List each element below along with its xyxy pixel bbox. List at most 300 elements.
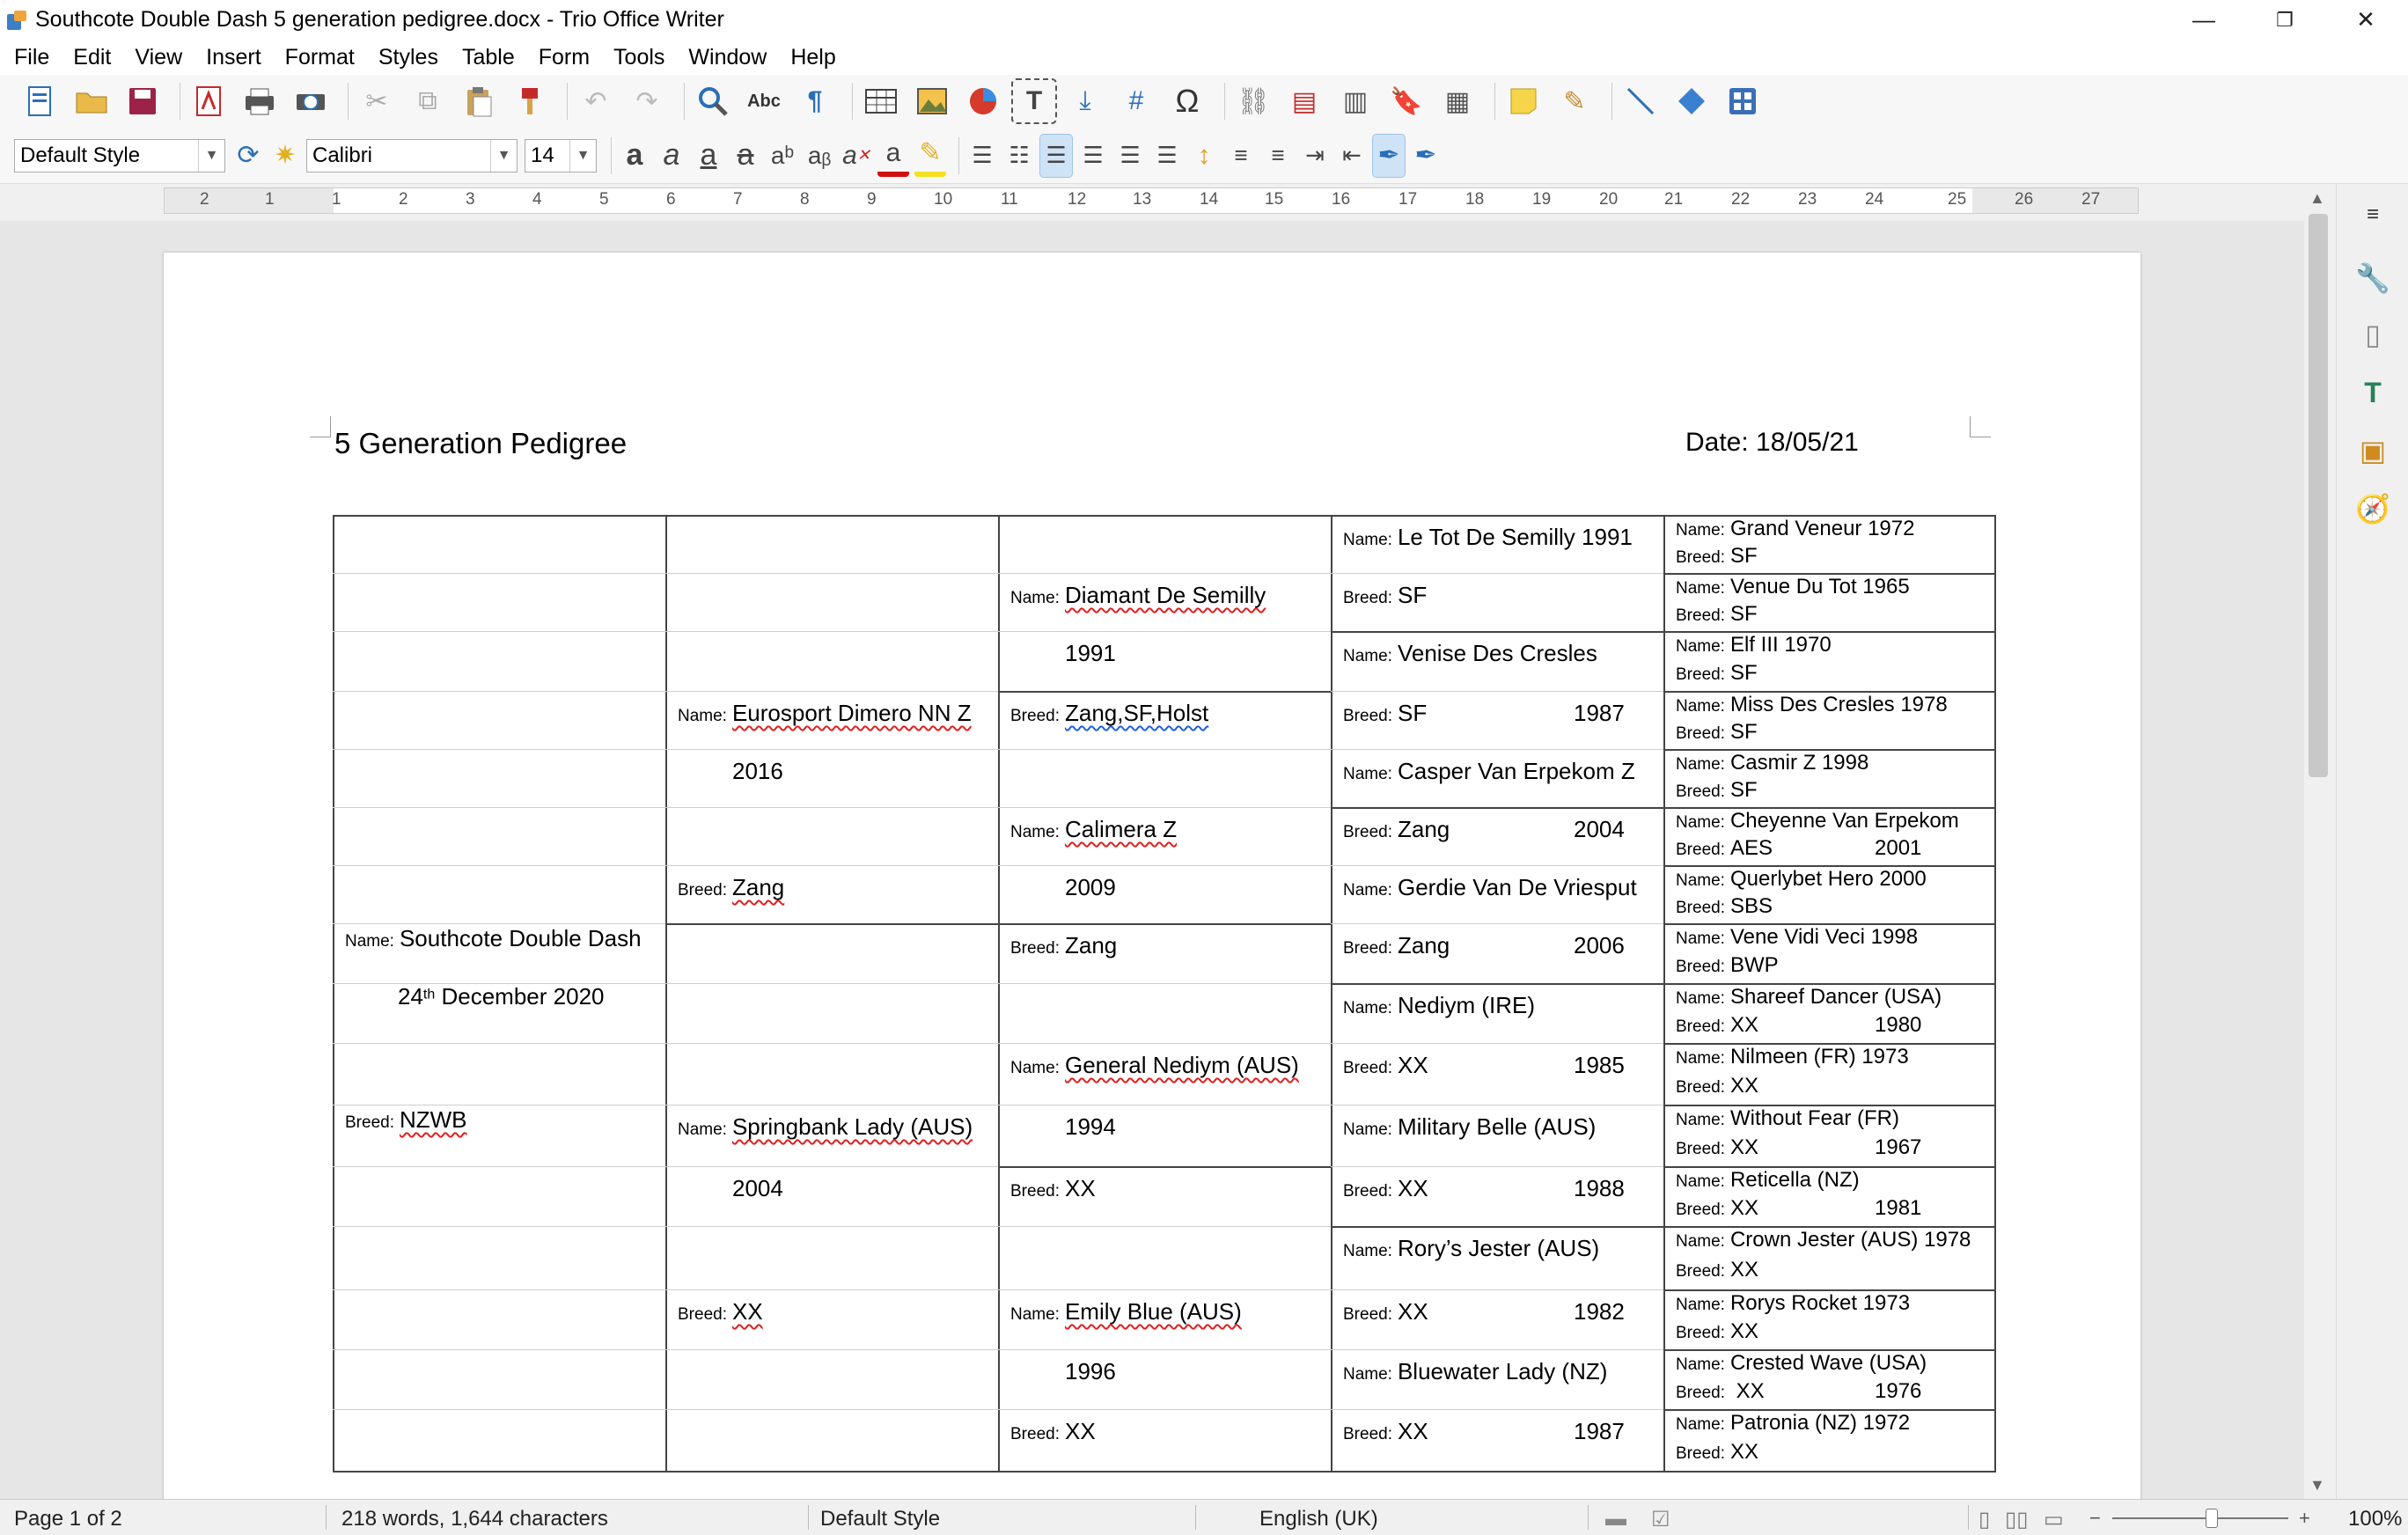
basic-shapes-icon[interactable] (1670, 80, 1713, 122)
menu-insert[interactable]: Insert (206, 44, 261, 70)
edit-style-icon[interactable]: ✒ (1414, 141, 1437, 170)
horse-breed: XX (1729, 1319, 1758, 1343)
table-column-border (665, 515, 667, 1473)
single-page-view-icon[interactable]: ▯ (1979, 1508, 1991, 1531)
grandparent-year[interactable] (1065, 640, 1116, 667)
properties-wrench-icon[interactable]: 🔧 (2355, 262, 2390, 294)
ruler-label: 16 (1332, 190, 1351, 209)
page-icon[interactable]: ▯ (2365, 319, 2381, 350)
ancestor-name[interactable] (1676, 517, 1914, 541)
horse-breed: Zang (1397, 816, 1450, 842)
find-replace-icon[interactable] (692, 80, 734, 122)
great-grandparent-breed[interactable] (1343, 1298, 1428, 1326)
clone-formatting-icon[interactable] (509, 80, 551, 122)
table-column-border (333, 515, 334, 1473)
great-grandparent-breed[interactable] (1343, 1175, 1428, 1202)
table-row-border (1331, 983, 1663, 985)
horse-breed: XX (1729, 1196, 1758, 1220)
sire-dam-breed[interactable] (678, 874, 784, 901)
table-row-border (665, 1409, 998, 1410)
cut-icon[interactable]: ✂ (365, 86, 388, 116)
subject-name[interactable] (345, 925, 642, 952)
great-grandparent-year[interactable] (1574, 816, 1625, 843)
horse-name: Nediym (IRE) (1397, 992, 1535, 1018)
table-row-border (665, 1349, 998, 1350)
ancestor-breed[interactable] (1676, 1135, 1758, 1160)
name-label: Name: (1343, 1120, 1392, 1139)
menu-form[interactable]: Form (538, 44, 591, 70)
table-column-border (998, 515, 1000, 1473)
horse-year: 1996 (1065, 1358, 1116, 1384)
great-grandparent-name[interactable] (1343, 992, 1535, 1019)
chevron-down-icon: ▼ (569, 140, 596, 172)
breed-label: Breed: (1676, 1078, 1725, 1097)
sire-dam-year[interactable] (732, 1175, 783, 1202)
word-count[interactable]: 218 words, 1,644 characters (341, 1507, 608, 1531)
insert-field-icon[interactable]: # (1128, 86, 1144, 115)
gallery-icon[interactable]: ▣ (2359, 435, 2387, 466)
great-grandparent-year[interactable] (1574, 1052, 1625, 1079)
update-style-icon[interactable]: ⟳ (237, 141, 260, 170)
subject-breed-value: NZWB (399, 1106, 467, 1133)
great-grandparent-year[interactable] (1574, 700, 1625, 727)
ancestor-breed[interactable] (1676, 661, 1758, 686)
ancestor-name[interactable] (1676, 1228, 1971, 1252)
name-label: Name: (1343, 1242, 1392, 1260)
subject-dob[interactable] (398, 983, 605, 1010)
paragraph-style-value: Default Style (20, 143, 141, 167)
ancestor-breed[interactable] (1676, 953, 1779, 978)
table-row-border (665, 1289, 998, 1290)
menu-table[interactable]: Table (461, 44, 515, 70)
ruler-label: 1 (332, 190, 341, 209)
paste-icon[interactable] (458, 80, 500, 122)
print-icon[interactable] (239, 80, 281, 122)
menu-window[interactable]: Window (688, 44, 767, 70)
great-grandparent-name[interactable] (1343, 1113, 1596, 1141)
align-left-icon[interactable]: ☰ (1040, 135, 1072, 177)
copy-icon[interactable]: ⧉ (418, 86, 437, 115)
insert-image-icon[interactable] (911, 80, 953, 122)
undo-icon[interactable]: ↶ (584, 86, 607, 116)
minimize-button[interactable]: — (2192, 6, 2215, 33)
ruler-label: 18 (1465, 190, 1485, 209)
document-modified-icon[interactable]: ☑ (1651, 1508, 1670, 1531)
ancestor-breed[interactable] (1676, 1440, 1758, 1465)
great-grandparent-name[interactable] (1343, 524, 1633, 551)
great-grandparent-name[interactable] (1343, 640, 1597, 667)
horse-breed: Zang (1064, 932, 1118, 958)
spelling-icon[interactable]: Abc (747, 91, 781, 111)
decrease-indent-icon[interactable]: ⇤ (1342, 142, 1362, 168)
ancestor-name[interactable] (1676, 809, 1959, 834)
table-row-border (665, 1043, 998, 1044)
scroll-thumb[interactable] (2309, 214, 2328, 777)
great-grandparent-breed[interactable] (1343, 1052, 1428, 1079)
horse-year: 1985 (1574, 1052, 1625, 1078)
insert-hyperlink-icon[interactable]: ⛓ (1236, 86, 1271, 116)
ancestor-breed[interactable] (1676, 720, 1758, 745)
horse-breed: SF (1397, 700, 1428, 726)
ancestor-year[interactable] (1875, 1379, 1921, 1404)
ruler-label: 6 (666, 190, 676, 209)
ancestor-breed[interactable] (1676, 602, 1758, 627)
horse-breed: XX (1729, 1013, 1758, 1037)
ancestor-year[interactable] (1875, 1013, 1921, 1038)
menu-edit[interactable]: Edit (73, 44, 112, 70)
decrease-paragraph-spacing-icon[interactable]: ≡ (1271, 142, 1285, 168)
line-spacing-icon[interactable]: ↕ (1197, 140, 1211, 170)
breed-label: Breed: (1676, 548, 1725, 567)
horse-name: Reticella (NZ) (1729, 1168, 1860, 1192)
font-name-combo[interactable] (306, 139, 518, 173)
great-grandparent-breed[interactable] (1343, 1418, 1428, 1445)
ancestor-year[interactable] (1875, 836, 1921, 861)
table-row-border (1331, 691, 1663, 692)
great-grandparent-year[interactable] (1574, 1298, 1625, 1326)
sire-dam-name[interactable] (678, 1113, 973, 1141)
grandparent-name[interactable] (1010, 1298, 1242, 1326)
table-row-border (1331, 749, 1663, 750)
table-row-border (998, 1349, 1331, 1350)
breed-label: Breed: (1676, 1384, 1725, 1402)
horse-name: Rory’s Jester (AUS) (1397, 1235, 1600, 1261)
horse-year: 2006 (1574, 932, 1625, 958)
table-row-border (333, 1471, 1996, 1473)
table-row-border (998, 573, 1331, 574)
ruler-label: 13 (1133, 190, 1152, 209)
sire-dam-year[interactable] (732, 758, 783, 785)
horse-year: 2004 (1574, 816, 1625, 842)
insert-cross-reference-icon[interactable]: ▦ (1444, 86, 1471, 116)
grandparent-name[interactable] (1010, 582, 1266, 609)
increase-indent-icon[interactable]: ⇥ (1305, 142, 1325, 168)
margin-corner (310, 416, 331, 437)
chevron-down-icon: ▼ (198, 140, 224, 172)
menu-help[interactable]: Help (790, 44, 836, 70)
ancestor-breed[interactable] (1676, 1196, 1758, 1221)
track-changes-icon[interactable]: ✎ (1563, 86, 1586, 116)
name-label: Name: (1676, 521, 1725, 540)
ancestor-name[interactable] (1676, 985, 1942, 1010)
ancestor-name[interactable] (1676, 1106, 1899, 1131)
horse-breed: SF (1729, 544, 1758, 568)
ancestor-breed[interactable] (1676, 1258, 1758, 1282)
name-label: Name: (1010, 589, 1060, 607)
breed-label: Breed: (1343, 823, 1392, 841)
chevron-down-icon: ▼ (490, 140, 517, 172)
horse-breed: XX (1397, 1298, 1428, 1325)
breed-label: Breed: (1010, 1182, 1060, 1201)
horse-name: Le Tot De Semilly 1991 (1397, 524, 1633, 550)
table-row-border (665, 865, 998, 866)
document-page[interactable] (164, 253, 2140, 1499)
menu-tools[interactable]: Tools (613, 44, 665, 70)
highlight-color-icon[interactable]: ✎ (914, 135, 946, 177)
ancestor-breed[interactable] (1676, 1074, 1758, 1098)
horse-name: Rorys Rocket 1973 (1729, 1291, 1911, 1315)
grandparent-breed[interactable] (1010, 932, 1117, 959)
insert-mode-icon[interactable]: ▬ (1605, 1507, 1626, 1531)
horse-breed: XX (731, 1298, 763, 1325)
page-count[interactable]: Page 1 of 2 (14, 1507, 122, 1531)
maximize-button[interactable]: ❐ (2276, 8, 2294, 31)
horse-name: Nilmeen (FR) 1973 (1729, 1045, 1909, 1069)
horse-name: Querlybet Hero 2000 (1729, 867, 1927, 891)
great-grandparent-name[interactable] (1343, 1235, 1599, 1262)
zoom-in-icon[interactable]: + (2299, 1507, 2310, 1529)
name-label: Name: (1676, 579, 1725, 598)
horse-breed: Zang (731, 874, 785, 900)
horse-year: 1991 (1065, 640, 1116, 666)
great-grandparent-breed[interactable] (1343, 932, 1450, 959)
grandparent-name[interactable] (1010, 816, 1177, 843)
horse-breed: Zang (1397, 932, 1450, 958)
clear-formatting-icon[interactable]: a ✕ (842, 140, 870, 170)
ruler-label: 2 (200, 190, 209, 209)
table-column-border (1663, 515, 1665, 1473)
table-row-border (333, 1289, 665, 1290)
scroll-up-icon[interactable]: ▲ (2309, 189, 2325, 207)
paragraph-style-combo[interactable] (14, 139, 225, 173)
book-view-icon[interactable]: ▭ (2044, 1508, 2064, 1531)
vertical-scrollbar[interactable] (2304, 184, 2336, 1499)
navigator-icon[interactable]: 🧭 (2355, 493, 2390, 525)
ancestor-breed[interactable] (1676, 836, 1773, 861)
menu-file[interactable]: File (14, 44, 50, 70)
breed-label: Breed: (1676, 958, 1725, 976)
grandparent-year[interactable] (1065, 874, 1116, 901)
ancestor-breed[interactable] (1676, 544, 1758, 569)
name-label: Name: (1676, 871, 1725, 890)
redo-icon[interactable]: ↷ (635, 86, 658, 116)
name-label: Name: (1010, 1059, 1060, 1077)
align-right-icon[interactable]: ☰ (1120, 142, 1141, 168)
open-folder-icon[interactable] (70, 80, 113, 122)
bold-icon[interactable]: a (626, 138, 643, 172)
grandparent-year[interactable] (1065, 1113, 1116, 1141)
ancestor-name[interactable] (1676, 1291, 1910, 1316)
menu-styles[interactable]: Styles (378, 44, 438, 70)
grandparent-year[interactable] (1065, 1358, 1116, 1385)
ruler-label: 8 (800, 190, 810, 209)
zoom-level[interactable]: 100% (2348, 1507, 2403, 1531)
multi-page-view-icon[interactable]: ▯▯ (2005, 1508, 2029, 1531)
insert-text-box-icon[interactable]: T (1013, 80, 1055, 122)
ruler-label: 19 (1532, 190, 1552, 209)
breed-label: Breed: (1343, 589, 1392, 607)
zoom-slider[interactable] (2112, 1517, 2288, 1519)
new-document-icon[interactable] (19, 80, 62, 122)
ancestor-breed[interactable] (1676, 1319, 1758, 1344)
grandparent-breed[interactable] (1010, 1418, 1096, 1445)
subject-breed[interactable] (345, 1106, 467, 1134)
table-row-border (665, 691, 998, 692)
horse-name: Diamant De Semilly (1064, 582, 1266, 608)
insert-table-icon[interactable] (860, 80, 902, 122)
draw-functions-icon[interactable] (1722, 80, 1764, 122)
set-paragraph-style-icon[interactable]: ✒ (1373, 135, 1405, 177)
zoom-slider-handle[interactable] (2206, 1509, 2218, 1528)
horse-name: Springbank Lady (AUS) (731, 1113, 973, 1140)
horse-breed: XX (1397, 1418, 1428, 1444)
horse-year: 1988 (1574, 1175, 1625, 1201)
font-color-icon[interactable]: a (877, 135, 909, 177)
text-language[interactable]: English (UK) (1259, 1507, 1378, 1531)
font-size-combo[interactable] (525, 139, 597, 173)
horse-name: Military Belle (AUS) (1397, 1113, 1597, 1140)
insert-line-icon[interactable] (1619, 80, 1662, 122)
table-row-border (665, 807, 998, 808)
table-row-border (1331, 573, 1663, 574)
ruler-label: 27 (2081, 190, 2101, 209)
document-heading[interactable]: 5 Generation Pedigree (334, 427, 628, 459)
dob-suffix: th (422, 987, 436, 1003)
horse-breed: XX (1397, 1175, 1428, 1201)
insert-footnote-icon[interactable]: ▤ (1291, 86, 1318, 116)
page-style[interactable]: Default Style (820, 1507, 941, 1531)
ruler-label: 20 (1599, 190, 1619, 209)
grandparent-breed[interactable] (1010, 700, 1208, 727)
pedigree-table[interactable] (333, 515, 1994, 1474)
insert-special-character-icon[interactable]: Ω (1175, 83, 1200, 119)
great-grandparent-breed[interactable] (1343, 700, 1427, 727)
horse-name: Emily Blue (AUS) (1064, 1298, 1242, 1325)
table-row-border (998, 631, 1331, 632)
horizontal-ruler[interactable] (164, 187, 2139, 214)
insert-bookmark-icon[interactable]: 🔖 (1390, 86, 1423, 116)
great-grandparent-breed[interactable] (1343, 816, 1450, 843)
formatting-marks-icon[interactable]: ¶ (807, 86, 823, 115)
ruler-label: 14 (1200, 190, 1219, 209)
superscript-icon[interactable]: aᵇ (770, 141, 795, 169)
breed-label: Breed: (1343, 1425, 1392, 1443)
sire-dam-name[interactable] (678, 700, 972, 727)
justify-icon[interactable]: ☰ (1156, 142, 1178, 168)
table-row-border (998, 1409, 1331, 1410)
menu-format[interactable]: Format (284, 44, 355, 70)
scroll-down-icon[interactable]: ▼ (2309, 1476, 2325, 1494)
increase-paragraph-spacing-icon[interactable]: ≡ (1234, 142, 1248, 168)
ancestor-year[interactable] (1875, 1196, 1921, 1221)
zoom-out-icon[interactable]: − (2089, 1507, 2101, 1529)
name-label: Name: (1343, 765, 1392, 783)
dob-day: 24 (398, 983, 423, 1010)
name-label: Name: (1343, 1365, 1392, 1384)
great-grandparent-name[interactable] (1343, 874, 1637, 901)
grandparent-name[interactable] (1010, 1052, 1299, 1079)
grandparent-breed[interactable] (1010, 1175, 1096, 1202)
sidebar-menu-icon[interactable]: ≡ (2366, 202, 2379, 226)
great-grandparent-breed[interactable] (1343, 582, 1427, 609)
great-grandparent-year[interactable] (1574, 1175, 1625, 1202)
great-grandparent-name[interactable] (1343, 1358, 1607, 1385)
great-grandparent-year[interactable] (1574, 1418, 1625, 1445)
ancestor-name[interactable] (1676, 693, 1948, 717)
underline-icon[interactable]: a (700, 138, 717, 172)
table-row-border (665, 1166, 998, 1167)
insert-chart-icon[interactable] (962, 80, 1004, 122)
sire-dam-breed[interactable] (678, 1298, 763, 1326)
ancestor-name[interactable] (1676, 1351, 1927, 1376)
horse-name: Venue Du Tot 1965 (1729, 575, 1910, 599)
breed-label: Breed: (1676, 1324, 1725, 1342)
horse-breed: SF (1729, 720, 1758, 744)
ancestor-breed[interactable] (1676, 1013, 1758, 1038)
title-bar (0, 0, 2408, 40)
horse-breed: XX (1729, 1258, 1758, 1282)
horse-name: Miss Des Cresles 1978 (1729, 693, 1948, 716)
save-icon[interactable] (121, 80, 164, 122)
insert-comment-icon[interactable] (1502, 80, 1545, 122)
ancestor-name[interactable] (1676, 751, 1868, 775)
numbered-list-icon[interactable]: ☷ (1009, 142, 1030, 168)
horse-name: Crown Jester (AUS) 1978 (1729, 1228, 1971, 1252)
breed-label: Breed: (1676, 1140, 1725, 1158)
ancestor-name[interactable] (1676, 1411, 1910, 1436)
ruler-tab-selector[interactable] (0, 184, 53, 221)
close-button[interactable]: ✕ (2356, 6, 2375, 33)
export-pdf-icon[interactable] (187, 80, 230, 122)
align-center-icon[interactable]: ☰ (1083, 142, 1104, 168)
table-row-border (1331, 1349, 1663, 1350)
name-label: Name: (1676, 989, 1725, 1008)
insert-page-break-icon[interactable]: ⤓ (1079, 86, 1091, 115)
italic-icon[interactable]: a (663, 138, 680, 172)
ruler-label: 25 (1948, 190, 1967, 209)
table-row-border (665, 1226, 998, 1227)
horse-name: Without Fear (FR) (1729, 1106, 1899, 1130)
table-row-border (333, 631, 665, 632)
ancestor-breed[interactable] (1676, 778, 1758, 803)
ancestor-name[interactable] (1676, 575, 1910, 599)
ancestor-name[interactable] (1676, 1045, 1909, 1069)
insert-endnote-icon[interactable]: ▥ (1342, 86, 1369, 116)
strikethrough-icon[interactable]: a (737, 138, 754, 172)
horse-year: 1980 (1875, 1013, 1922, 1037)
great-grandparent-year[interactable] (1574, 932, 1625, 959)
table-row-border (665, 983, 998, 984)
new-style-icon[interactable]: ✷ (274, 141, 297, 170)
standard-toolbar (0, 75, 2408, 128)
ancestor-breed[interactable] (1676, 894, 1773, 919)
ruler-label: 11 (1001, 190, 1018, 209)
styles-icon[interactable]: T (2364, 376, 2382, 408)
ruler-label: 26 (2015, 190, 2034, 209)
table-row-border (1331, 1289, 1663, 1290)
table-row-border (1331, 1409, 1663, 1410)
ruler-label: 22 (1731, 190, 1751, 209)
ancestor-breed[interactable] (1676, 1379, 1765, 1404)
ancestor-year[interactable] (1875, 1135, 1921, 1160)
ancestor-name[interactable] (1676, 633, 1832, 657)
horse-year: 1967 (1875, 1135, 1922, 1159)
horse-name: Gerdie Van De Vriesput (1397, 874, 1637, 900)
bullet-list-icon[interactable]: ☰ (972, 142, 993, 168)
menu-view[interactable]: View (135, 44, 183, 70)
subscript-icon[interactable]: aᵦ (807, 141, 832, 169)
great-grandparent-name[interactable] (1343, 758, 1635, 785)
ancestor-name[interactable] (1676, 867, 1927, 892)
name-label: Name: (1343, 881, 1392, 900)
document-date[interactable]: Date: 18/05/21 (1685, 428, 1859, 457)
horse-year: 1987 (1574, 700, 1625, 726)
print-preview-icon[interactable] (290, 80, 332, 122)
ancestor-name[interactable] (1676, 1168, 1860, 1193)
horse-year: 2004 (732, 1175, 783, 1201)
ancestor-name[interactable] (1676, 925, 1918, 950)
table-row-border (1331, 923, 1663, 924)
